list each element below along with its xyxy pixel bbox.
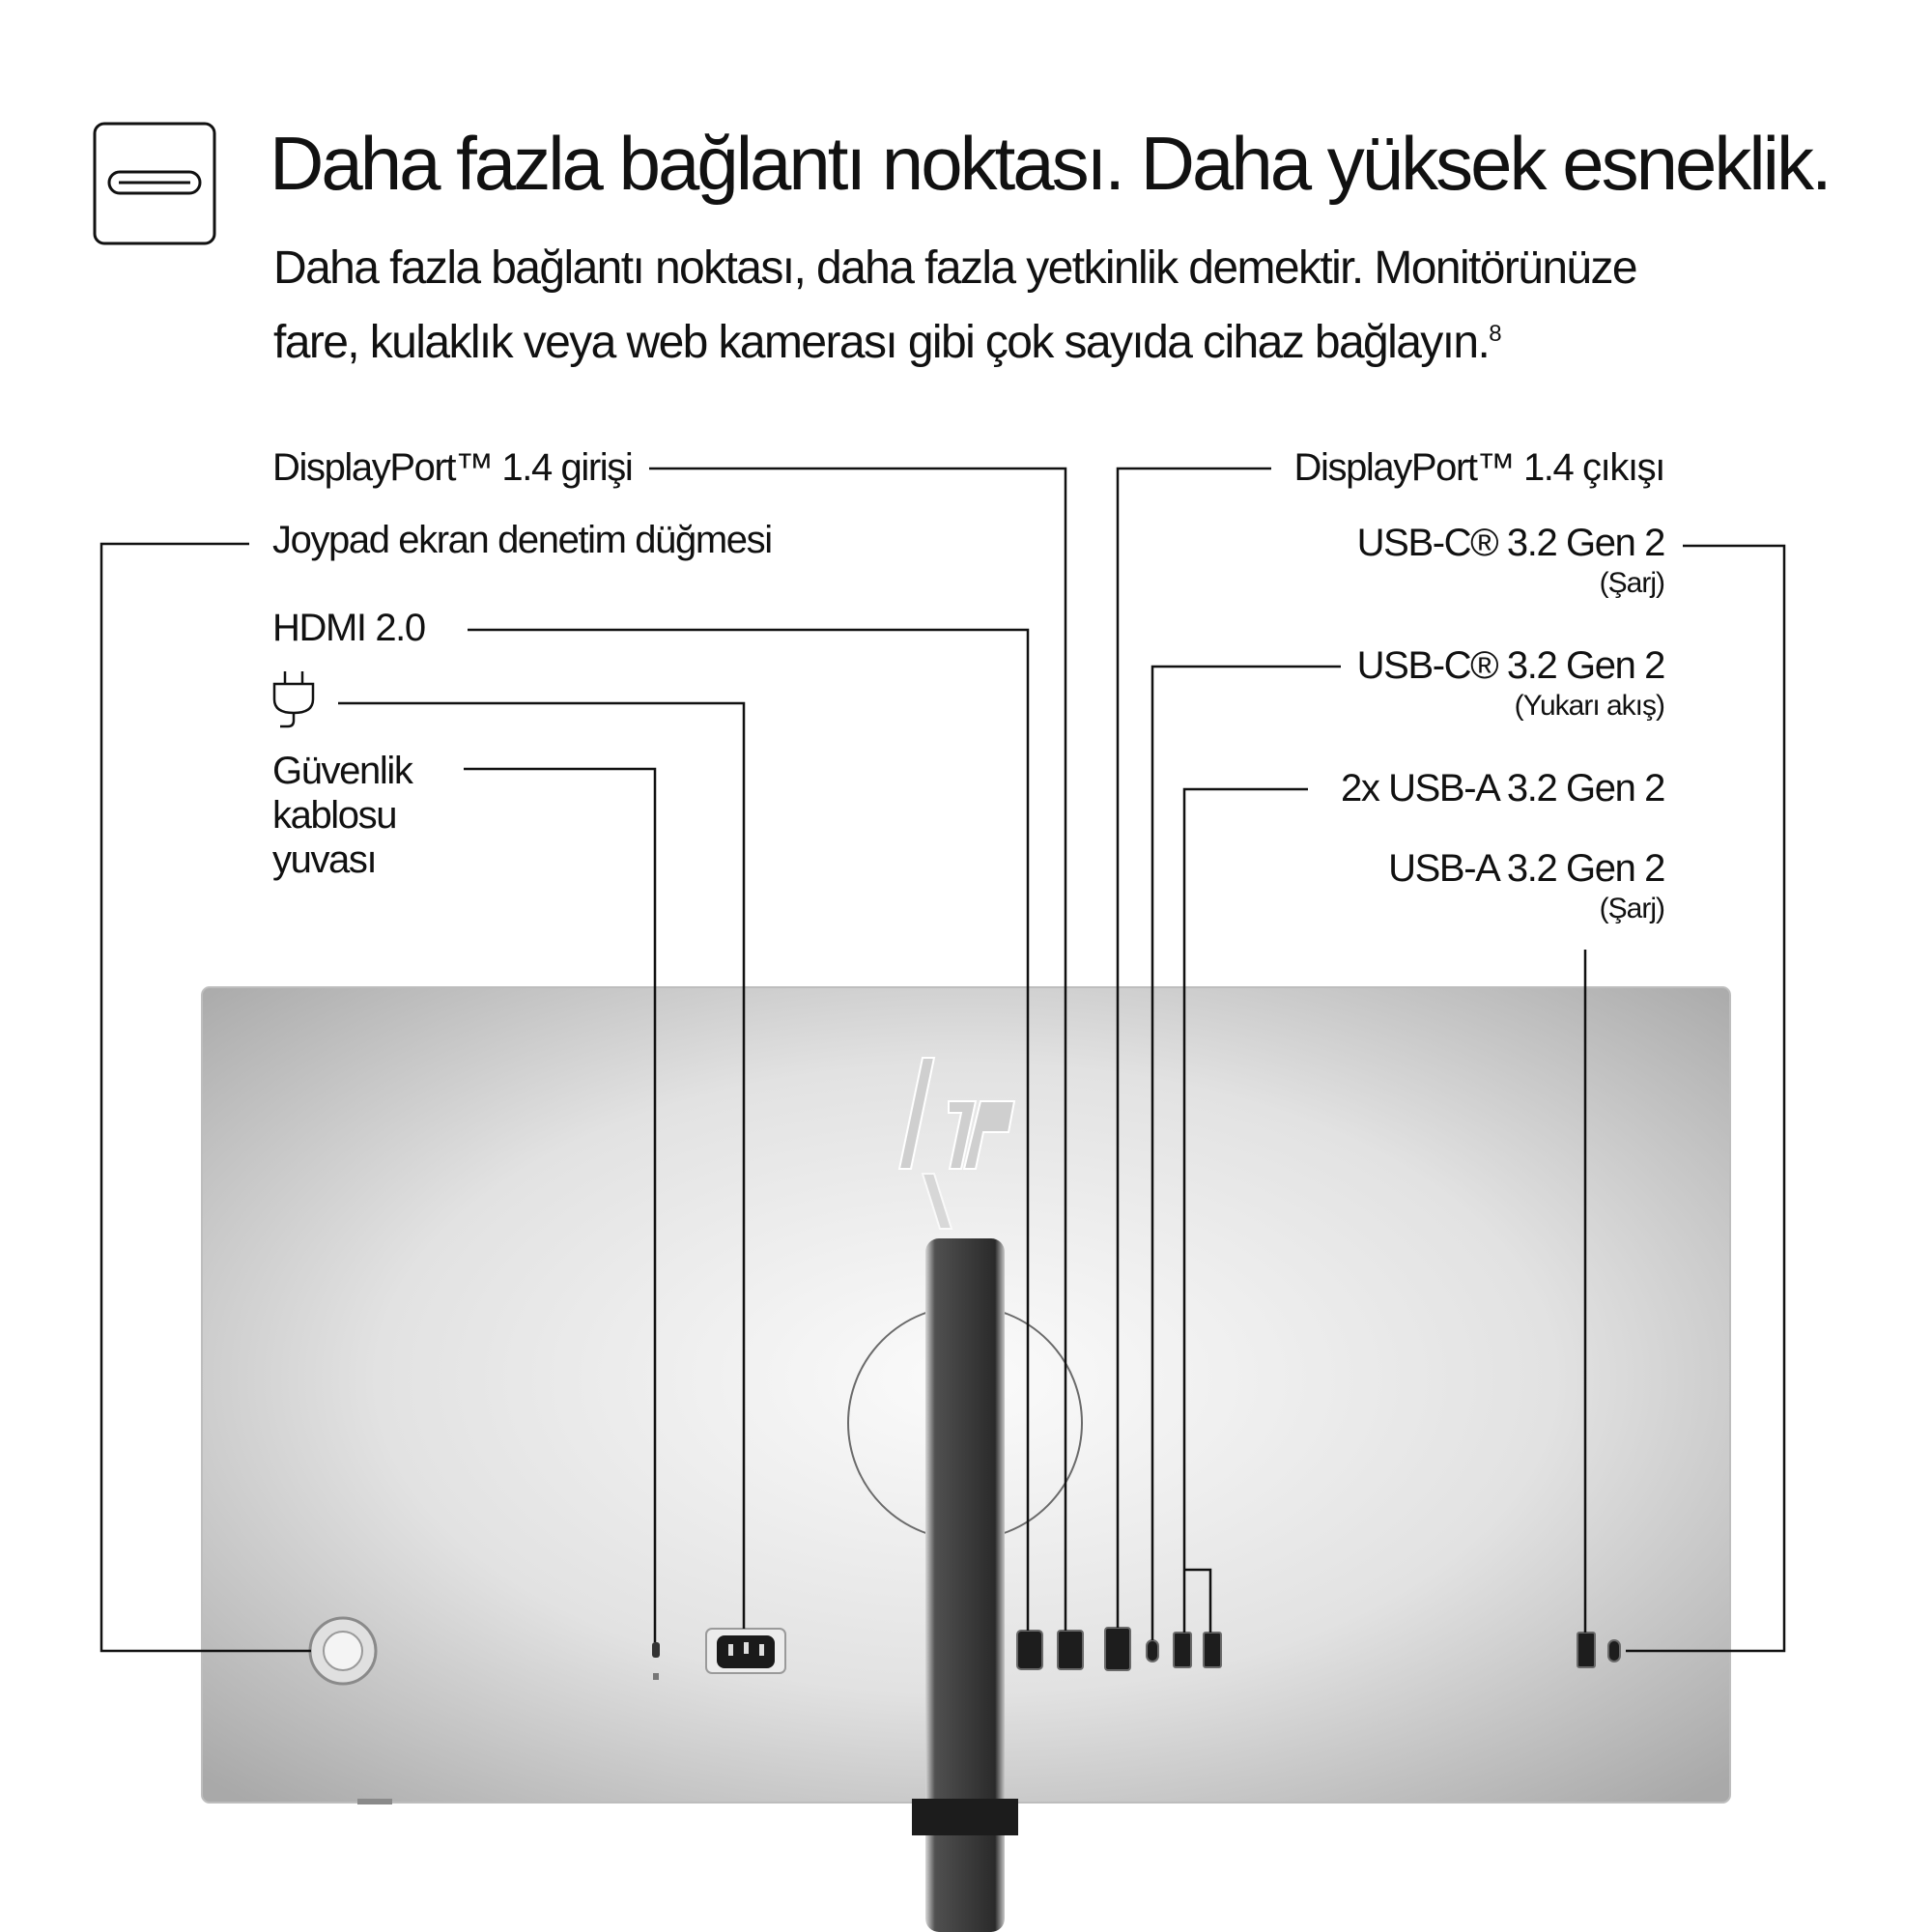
usb-a-charge-port bbox=[1577, 1633, 1595, 1667]
power-plug-icon bbox=[274, 671, 313, 726]
monitor-foot bbox=[357, 1799, 392, 1804]
joypad-button bbox=[310, 1618, 376, 1684]
label-usbc-charge: USB-C® 3.2 Gen 2 bbox=[1356, 522, 1664, 564]
label-joypad: Joypad ekran denetim düğmesi bbox=[272, 519, 772, 561]
subtitle-line-2: fare, kulaklık veya web kamerası gibi çok sayıda cihaz bağlayın.$^8$ bbox=[273, 317, 1501, 368]
label-displayport-in: DisplayPort™ 1.4 girişi bbox=[272, 446, 633, 489]
label-usba-charge-note: (Şarj) bbox=[1599, 893, 1664, 924]
label-hdmi: HDMI 2.0 bbox=[272, 607, 425, 649]
displayport-out-port bbox=[1105, 1628, 1130, 1670]
usb-c-charge-port bbox=[1608, 1640, 1620, 1662]
label-security-line-3: yuvası bbox=[272, 838, 377, 881]
label-usbc-upstream: USB-C® 3.2 Gen 2 bbox=[1356, 644, 1664, 687]
power-connector bbox=[706, 1629, 785, 1673]
usb-a-port-2 bbox=[1204, 1633, 1221, 1667]
usb-a-port-1 bbox=[1174, 1633, 1191, 1667]
usb-c-upstream-port bbox=[1147, 1640, 1158, 1662]
subtitle-line-1: Daha fazla bağlantı noktası, daha fazla yetkinlik demektir. Monitörünüze bbox=[273, 242, 1637, 294]
label-usbc-charge-note: (Şarj) bbox=[1599, 567, 1664, 599]
label-security-slot bbox=[272, 747, 412, 884]
footnote-marker: 8 bbox=[1489, 321, 1501, 347]
label-usbc-upstream-note: (Yukarı akış) bbox=[1514, 690, 1664, 722]
label-displayport-out: DisplayPort™ 1.4 çıkışı bbox=[1293, 446, 1664, 489]
page-title: Daha fazla bağlantı noktası. Daha yüksek esneklik. bbox=[270, 121, 1830, 206]
label-2x-usba: 2x USB-A 3.2 Gen 2 bbox=[1341, 767, 1664, 810]
security-slot bbox=[652, 1642, 660, 1658]
stand-cable-clip bbox=[912, 1799, 1018, 1835]
label-usba-charge: USB-A 3.2 Gen 2 bbox=[1388, 847, 1664, 890]
hdmi-port bbox=[1017, 1631, 1042, 1669]
displayport-in-port bbox=[1058, 1631, 1083, 1669]
label-security-line-1: Güvenlik bbox=[272, 750, 412, 792]
label-security-line-2: kablosu bbox=[272, 794, 397, 837]
